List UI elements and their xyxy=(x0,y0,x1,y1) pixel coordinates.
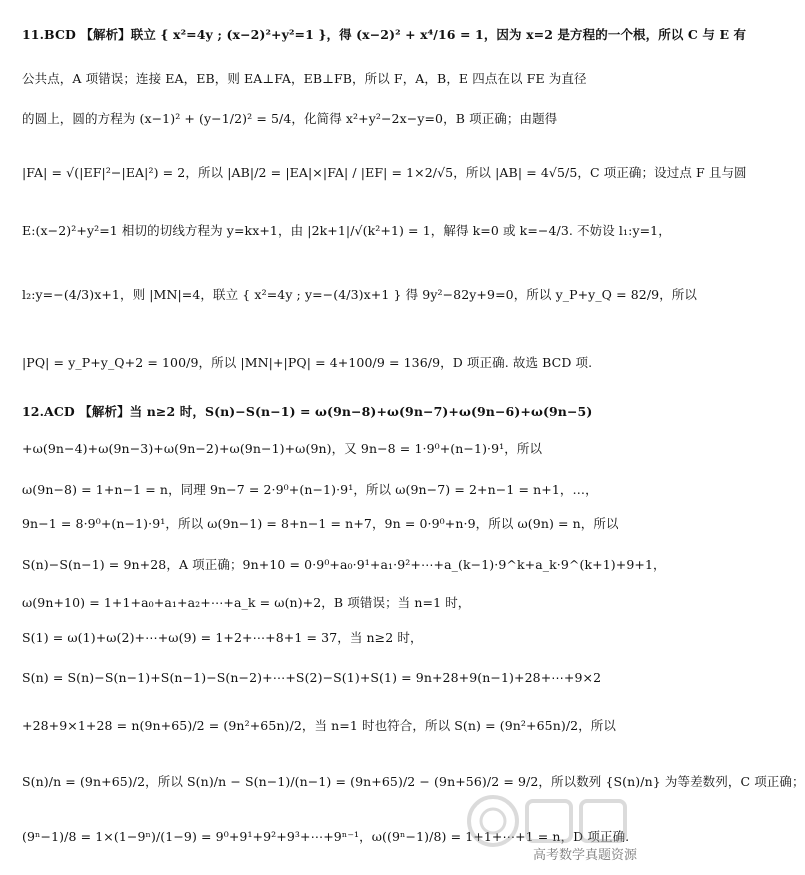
q12-line-1: 12.ACD 【解析】当 n≥2 时，S(n)−S(n−1) = ω(9n−8)+ω(9n−7)+ω(9n−6)+ω(9n−5) xyxy=(22,404,593,419)
q11-line-5: E:(x−2)²+y²=1 相切的切线方程为 y=kx+1，由 |2k+1|/√(k²+1) = 1，解得 k=0 或 k=−4/3. 不妨设 l₁:y=1， xyxy=(22,223,671,238)
q12-line-8: S(n) = S(n)−S(n−1)+S(n−1)−S(n−2)+⋯+S(2)−S(1)+S(1) = 9n+28+9(n−1)+28+⋯+9×2 xyxy=(22,670,602,685)
q12-line-3: ω(9n−8) = 1+n−1 = n，同理 9n−7 = 2·9⁰+(n−1)·9¹，所以 ω(9n−7) = 2+n−1 = n+1，…， xyxy=(22,482,598,497)
q12-line-10: S(n)/n = (9n+65)/2，所以 S(n)/n − S(n−1)/(n−1) = (9n+65)/2 − (9n+56)/2 = 9/2，所以数列 {S(n)/n} 为等差数列，C 项正确； xyxy=(22,774,805,789)
q12-line-11: (9ⁿ−1)/8 = 1×(1−9ⁿ)/(1−9) = 9⁰+9¹+9²+9³+⋯+9ⁿ⁻¹，ω((9ⁿ−1)/8) = 1+1+⋯+1 = n，D 项正确. xyxy=(22,829,630,844)
q11-line-6: l₂:y=−(4/3)x+1，则 |MN|=4，联立 { x²=4y ; y=−(4/3)x+1 } 得 9y²−82y+9=0，所以 y_P+y_Q = 82/9，所以 xyxy=(22,287,698,302)
q12-line-4: 9n−1 = 8·9⁰+(n−1)·9¹，所以 ω(9n−1) = 8+n−1 = n+7，9n = 0·9⁰+n·9，所以 ω(9n) = n，所以 xyxy=(22,516,619,531)
q11-line-1: 11.BCD 【解析】联立 { x²=4y ; (x−2)²+y²=1 }，得 (x−2)² + x⁴/16 = 1，因为 x=2 是方程的一个根，所以 C 与 E 有 xyxy=(22,27,747,42)
q12-line-9: +28+9×1+28 = n(9n+65)/2 = (9n²+65n)/2，当 n=1 时也符合，所以 S(n) = (9n²+65n)/2，所以 xyxy=(22,718,617,733)
q11-line-3: 的圆上，圆的方程为 (x−1)² + (y−1/2)² = 5/4，化简得 x²+y²−2x−y=0，B 项正确；由题得 xyxy=(22,111,558,126)
q12-line-6: ω(9n+10) = 1+1+a₀+a₁+a₂+⋯+a_k = ω(n)+2，B 项错误；当 n=1 时， xyxy=(22,595,471,610)
q12-line-5: S(n)−S(n−1) = 9n+28，A 项正确；9n+10 = 0·9⁰+a₀·9¹+a₁·9²+⋯+a_(k−1)·9^k+a_k·9^(k+1)+9+1， xyxy=(22,557,666,572)
q11-line-4: |FA| = √(|EF|²−|EA|²) = 2，所以 |AB|/2 = |EA|×|FA| / |EF| = 1×2/√5，所以 |AB| = 4√5/5，C 项正确；设过点 F 且与圆 xyxy=(22,165,747,180)
q12-line-2: +ω(9n−4)+ω(9n−3)+ω(9n−2)+ω(9n−1)+ω(9n)，又 9n−8 = 1·9⁰+(n−1)·9¹，所以 xyxy=(22,441,543,456)
q11-line-2: 公共点，A 项错误；连接 EA，EB，则 EA⊥FA，EB⊥FB，所以 F，A，B，E 四点在以 FE 为直径 xyxy=(22,71,587,86)
watermark-text: 高考数学真题资源 xyxy=(532,848,637,863)
q12-line-7: S(1) = ω(1)+ω(2)+⋯+ω(9) = 1+2+⋯+8+1 = 37，当 n≥2 时， xyxy=(22,630,423,645)
q11-line-7: |PQ| = y_P+y_Q+2 = 100/9，所以 |MN|+|PQ| = 4+100/9 = 136/9，D 项正确. 故选 BCD 项. xyxy=(22,355,593,370)
